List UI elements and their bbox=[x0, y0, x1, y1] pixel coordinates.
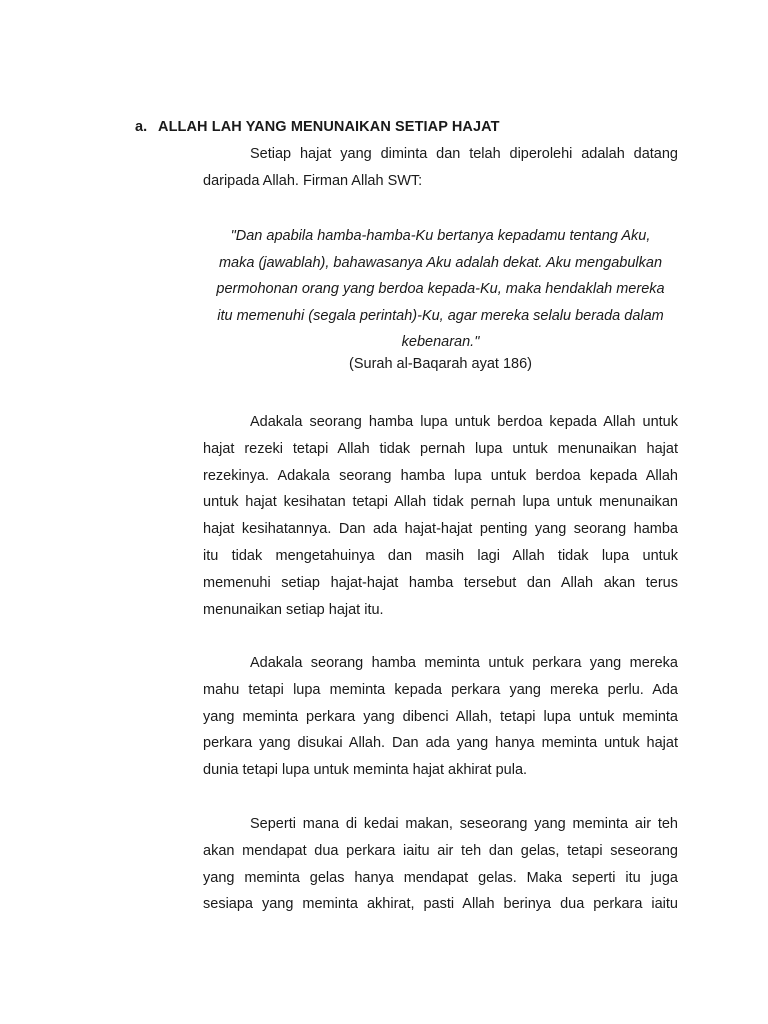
paragraph-3 bbox=[203, 811, 678, 918]
quote-line: maka (jawablah), bahawasanya Aku adalah dekat. Aku mengabulkan bbox=[218, 254, 663, 271]
paragraph-line: yang meminta gelas hanya mendapat gelas. Maka seperti itu juga bbox=[203, 869, 678, 886]
paragraph-line: Adakala seorang hamba lupa untuk berdoa kepada Allah untuk bbox=[250, 414, 678, 430]
section-title: ALLAH LAH YANG MENUNAIKAN SETIAP HAJAT bbox=[158, 119, 500, 135]
intro-line: daripada Allah. Firman Allah SWT: bbox=[203, 172, 423, 189]
paragraph-line: sesiapa yang meminta akhirat, pasti Allah berinya dua perkara iaitu bbox=[203, 896, 678, 913]
section-marker: a. bbox=[135, 119, 148, 135]
paragraph-line: perkara yang disukai Allah. Dan ada yang hanya meminta untuk hajat bbox=[203, 735, 678, 752]
quote-line: "Dan apabila hamba-hamba-Ku bertanya kepadamu tentang Aku, bbox=[230, 228, 651, 244]
paragraph-line: itu tidak mengetahuinya dan masih lagi Allah tidak lupa untuk bbox=[203, 547, 678, 564]
paragraph-line: rezekinya. Adakala seorang hamba lupa untuk berdoa kepada Allah bbox=[203, 467, 678, 484]
quote-citation: (Surah al-Baqarah ayat 186) bbox=[349, 356, 532, 372]
paragraph-line: akan mendapat dua perkara iaitu air teh dan gelas, tetapi seseorang bbox=[203, 842, 678, 859]
paragraph-line: yang meminta perkara yang dibenci Allah, tetapi lupa untuk meminta bbox=[203, 708, 678, 725]
intro-line: Setiap hajat yang diminta dan telah diperolehi adalah datang bbox=[250, 146, 678, 162]
quran-quote bbox=[203, 223, 678, 356]
paragraph-line: untuk hajat kesihatan tetapi Allah tidak pernah lupa untuk menunaikan bbox=[203, 494, 678, 511]
paragraph-line: Seperti mana di kedai makan, seseorang yang meminta air teh bbox=[250, 816, 678, 832]
paragraph-line: dunia tetapi lupa untuk meminta hajat akhirat pula. bbox=[203, 762, 528, 779]
paragraph-line: Adakala seorang hamba meminta untuk perkara yang mereka bbox=[250, 655, 678, 671]
paragraph-1 bbox=[203, 409, 678, 623]
paragraph-2 bbox=[203, 650, 678, 784]
paragraph-line: hajat rezeki tetapi Allah tidak pernah lupa untuk menunaikan hajat bbox=[203, 440, 678, 457]
paragraph-line: hajat kesihatannya. Dan ada hajat-hajat penting yang seorang hamba bbox=[203, 521, 678, 538]
quote-line: itu memenuhi (segala perintah)-Ku, agar mereka selalu berada dalam bbox=[217, 307, 664, 324]
section-heading bbox=[135, 119, 500, 135]
paragraph-line: mahu tetapi lupa meminta kepada perkara yang mereka perlu. Ada bbox=[203, 681, 678, 698]
paragraph-line: memenuhi setiap hajat-hajat hamba tersebut dan Allah akan terus bbox=[203, 574, 678, 591]
quote-line: kebenaran." bbox=[401, 334, 480, 350]
paragraph-line: menunaikan setiap hajat itu. bbox=[203, 601, 384, 618]
quote-line: permohonan orang yang berdoa kepada-Ku, maka hendaklah mereka bbox=[216, 281, 665, 297]
intro-paragraph bbox=[203, 141, 678, 195]
